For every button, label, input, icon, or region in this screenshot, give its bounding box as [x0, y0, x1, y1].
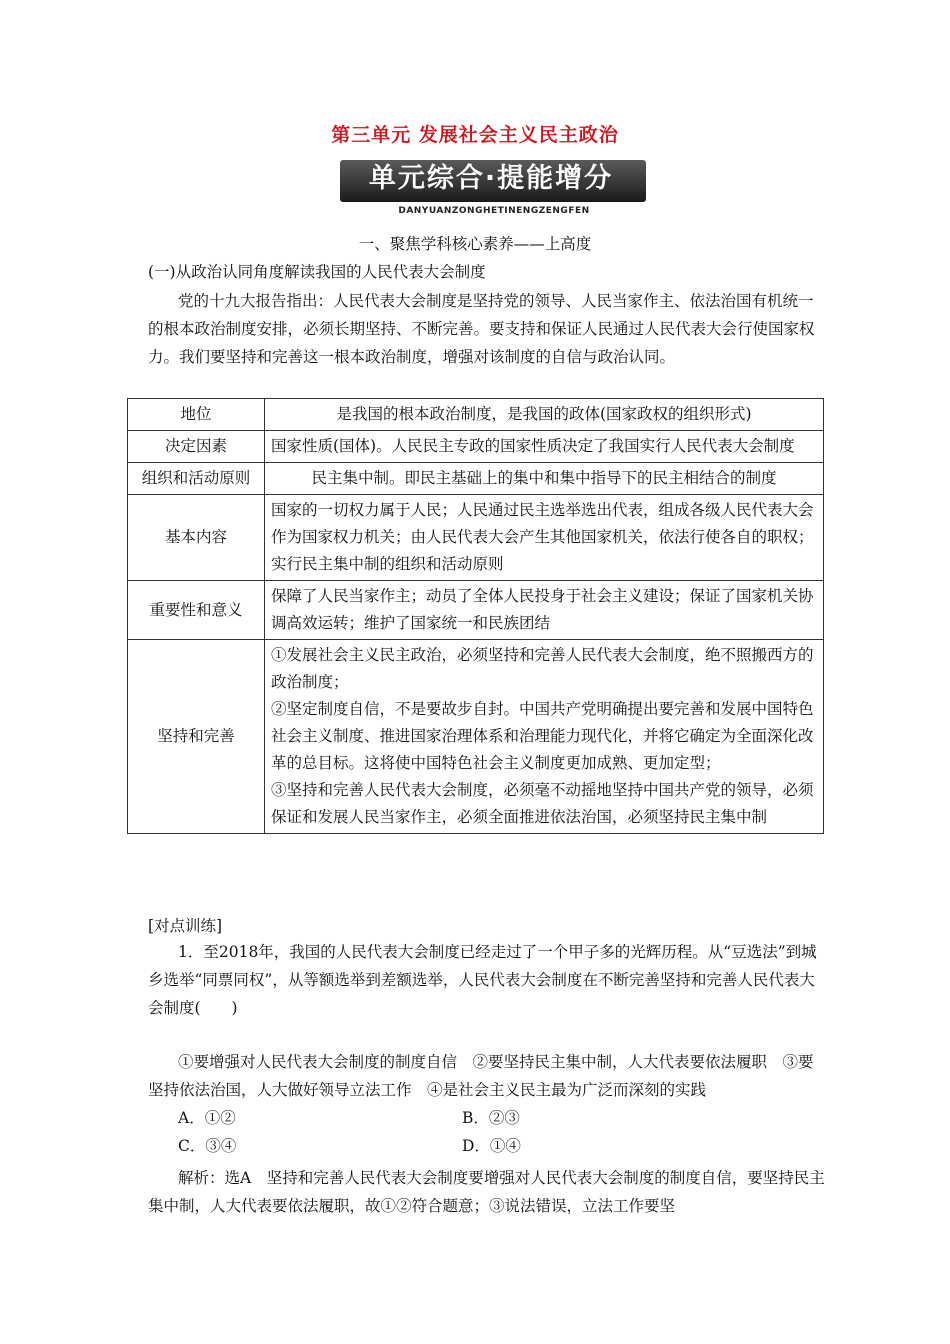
- table-row: [128, 640, 824, 834]
- banner-title: 单元综合·提能增分: [368, 163, 614, 194]
- question-stem: 1．至2018年，我国的人民代表大会制度已经走过了一个甲子多的光辉历程。从“豆选法”到城乡选举“同票同权”，从等额选举到差额选举，人民代表大会制度在不断完善坚持和完善人民代表大会制度( ): [148, 943, 817, 1017]
- banner-pinyin: DANYUANZONGHETINENGZENGFEN: [398, 206, 590, 216]
- unit-title: 第三单元 发展社会主义民主政治: [331, 124, 619, 146]
- content-point-2: ②坚定制度自信，不是要故步自封。中国共产党明确提出要完善和发展中国特色社会主义制度、推进国家治理体系和治理能力现代化，并将它确定为全面深化改革的总目标。这将使中国特色社会主义制度更加成熟、更加定型；: [271, 700, 814, 772]
- intro-paragraph: 党的十九大报告指出：人民代表大会制度是坚持党的领导、人民当家作主、依法治国有机统一的根本政治制度安排，必须长期坚持、不断完善。要支持和保证人民通过人民代表大会行使国家权力。我们要坚持和完善这一根本政治制度，增强对该制度的自信与政治认同。: [148, 292, 815, 366]
- npc-system-table: [127, 398, 824, 834]
- option-c: C．③④: [178, 1137, 237, 1155]
- row-content: [265, 640, 824, 834]
- row-label: 重要性和意义: [128, 581, 265, 640]
- row-content: 国家的一切权力属于人民；人民通过民主选举选出代表，组成各级人民代表大会作为国家权力机关；由人民代表大会产生其他国家机关，依法行使各自的职权；实行民主集中制的组织和活动原则: [265, 495, 824, 581]
- table-row: [128, 581, 824, 640]
- row-label: 决定因素: [128, 431, 265, 463]
- content-point-3: ③坚持和完善人民代表大会制度，必须毫不动摇地坚持中国共产党的领导，必须保证和发展人民当家作主，必须全面推进依法治国，必须坚持民主集中制: [271, 781, 814, 826]
- section-heading: 一、聚焦学科核心素养——上高度: [358, 235, 592, 253]
- question-statements: ①要增强对人民代表大会制度的制度自信 ②要坚持民主集中制，人大代表要依法履职 ③要坚持依法治国，人大做好领导立法工作 ④是社会主义民主最为广泛而深刻的实践: [148, 1053, 814, 1099]
- row-content: 是我国的根本政治制度，是我国的政体(国家政权的组织形式): [265, 399, 824, 431]
- table-row: [128, 463, 824, 495]
- content-point-1: ①发展社会主义民主政治，必须坚持和完善人民代表大会制度，绝不照搬西方的政治制度；: [271, 646, 814, 691]
- answer-analysis: 解析：选A 坚持和完善人民代表大会制度要增强对人民代表大会制度的制度自信，要坚持民主集中制，人大代表要依法履职，故①②符合题意；③说法错误，立法工作要坚: [148, 1169, 825, 1215]
- option-b: B．②③: [462, 1109, 520, 1127]
- subsection-heading: (一)从政治认同角度解读我国的人民代表大会制度: [148, 263, 486, 281]
- row-content: 保障了人民当家作主；动员了全体人民投身于社会主义建设；保证了国家机关协调高效运转；维护了国家统一和民族团结: [265, 581, 824, 640]
- row-label: 坚持和完善: [128, 640, 265, 834]
- table-row: [128, 495, 824, 581]
- unit-banner: [336, 156, 652, 222]
- option-d: D．①④: [462, 1137, 521, 1155]
- row-label: 组织和活动原则: [128, 463, 265, 495]
- table-row: [128, 399, 824, 431]
- table-row: [128, 431, 824, 463]
- row-content: 国家性质(国体)。人民民主专政的国家性质决定了我国实行人民代表大会制度: [265, 431, 824, 463]
- option-a: A．①②: [178, 1109, 236, 1127]
- row-content: 民主集中制。即民主基础上的集中和集中指导下的民主相结合的制度: [265, 463, 824, 495]
- exercise-label: [对点训练]: [148, 917, 223, 935]
- row-label: 地位: [128, 399, 265, 431]
- row-label: 基本内容: [128, 495, 265, 581]
